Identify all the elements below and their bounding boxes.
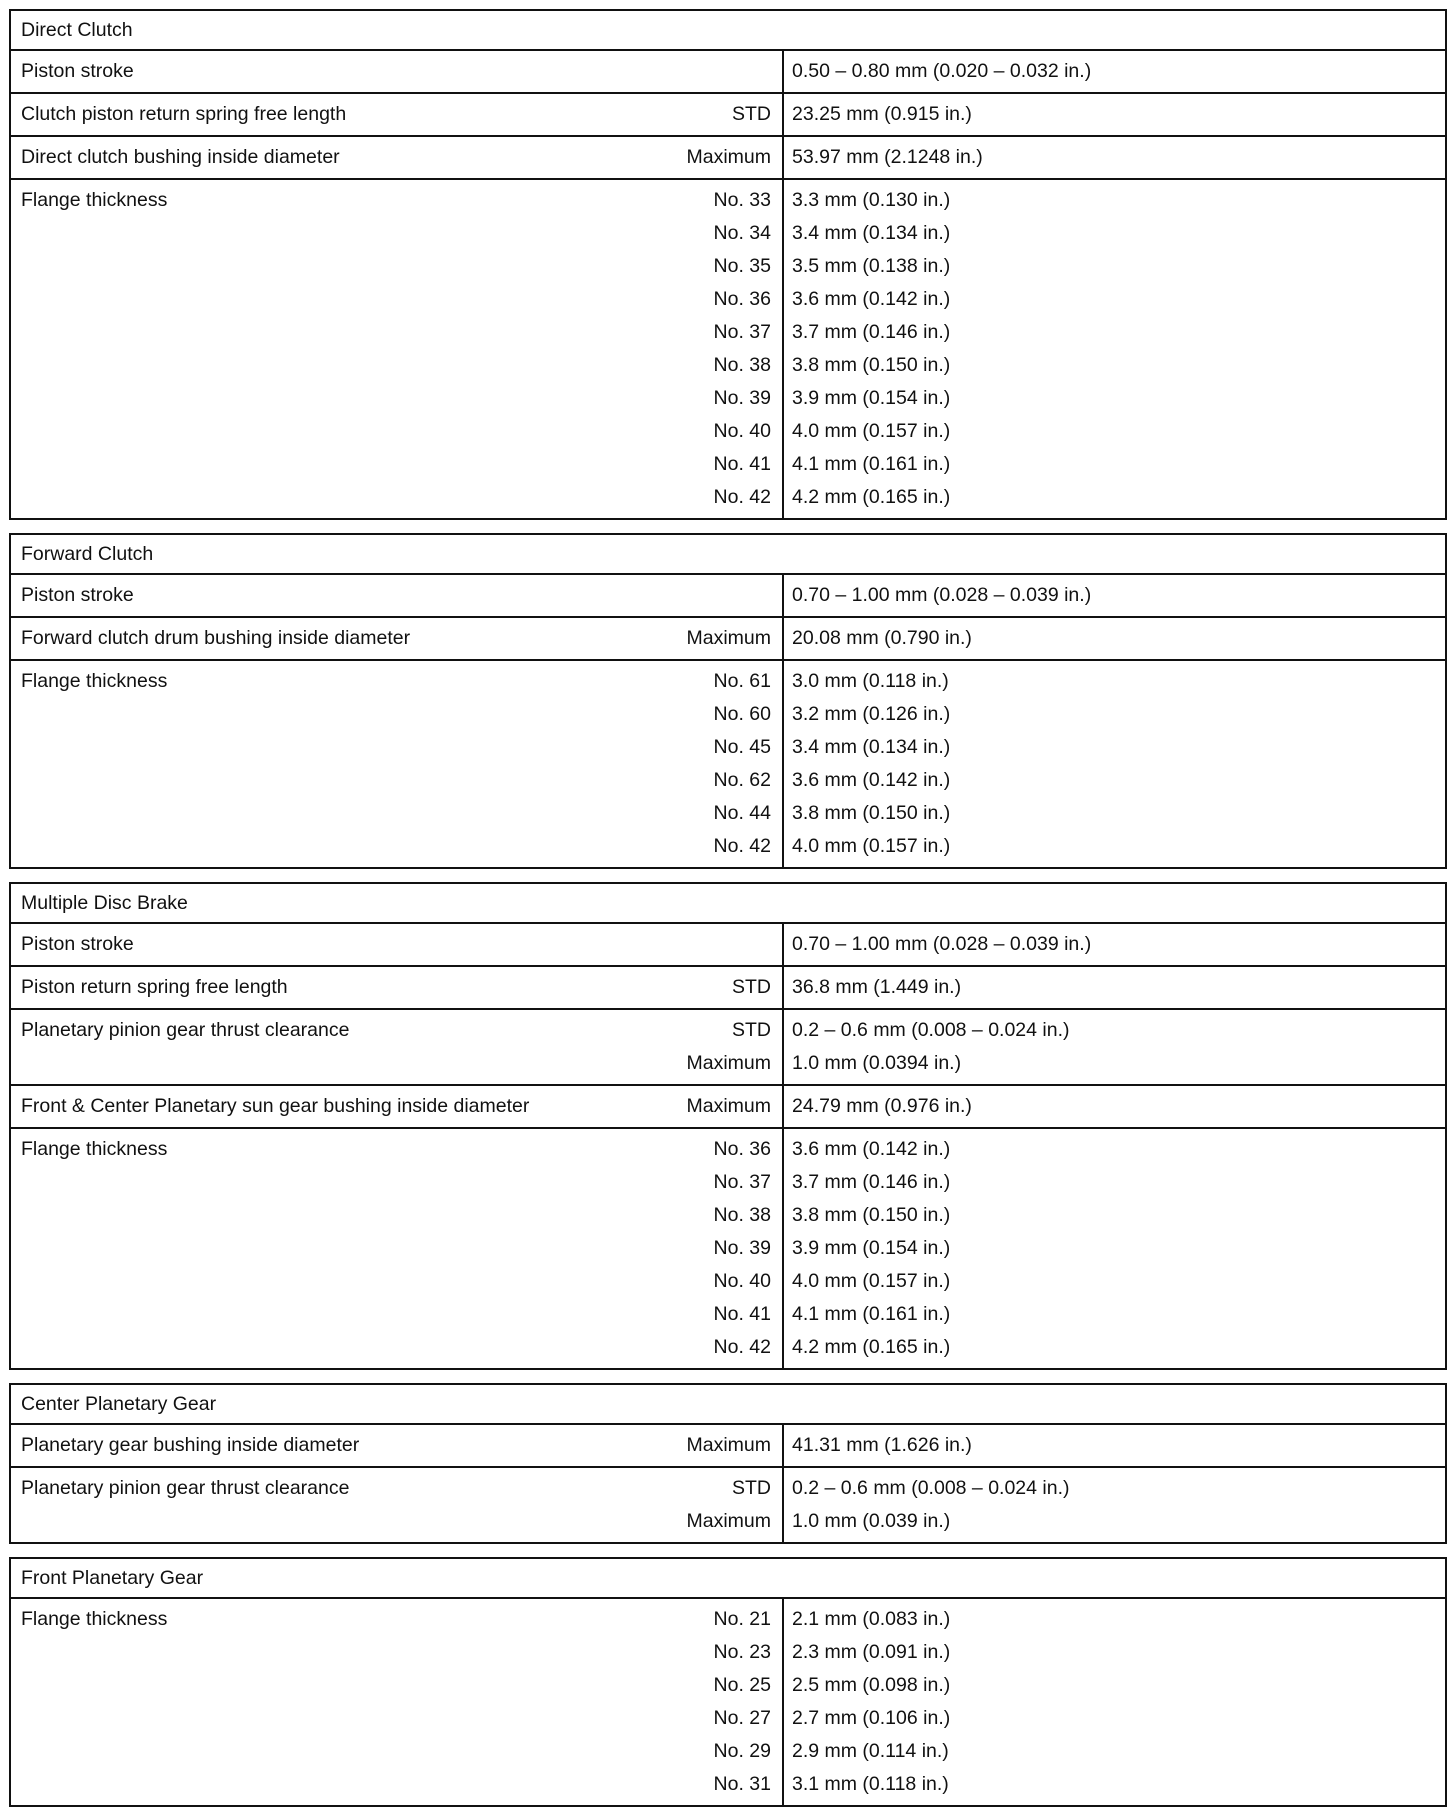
spec-label-cell xyxy=(11,1086,784,1127)
spec-qualifier: No. 37 xyxy=(713,321,771,343)
spec-qualifier: No. 40 xyxy=(713,1270,771,1292)
spec-value-cell xyxy=(784,1129,1445,1368)
spec-value: 20.08 mm (0.790 in.) xyxy=(792,627,972,649)
spec-qualifier: Maximum xyxy=(686,1095,771,1117)
spec-qualifiers xyxy=(714,180,782,518)
spec-qualifier: STD xyxy=(732,103,771,125)
spec-qualifier: No. 42 xyxy=(713,1336,771,1358)
spec-label: Flange thickness xyxy=(21,1608,168,1630)
spec-qualifiers xyxy=(714,661,782,867)
spec-section xyxy=(9,1383,1447,1544)
spec-qualifiers xyxy=(686,137,782,178)
spec-section xyxy=(9,533,1447,869)
spec-value: 0.70 – 1.00 mm (0.028 – 0.039 in.) xyxy=(792,584,1092,606)
spec-value-cell xyxy=(784,924,1445,965)
spec-qualifier: No. 25 xyxy=(713,1674,771,1696)
spec-value: 3.7 mm (0.146 in.) xyxy=(792,321,951,343)
spec-label: Forward clutch drum bushing inside diameter xyxy=(21,627,411,649)
spec-qualifier: No. 40 xyxy=(713,420,771,442)
spec-qualifiers xyxy=(771,924,782,965)
spec-value: 3.4 mm (0.134 in.) xyxy=(792,222,951,244)
spec-qualifier: No. 37 xyxy=(713,1171,771,1193)
spec-row xyxy=(11,659,1445,867)
spec-value: 3.6 mm (0.142 in.) xyxy=(792,769,951,791)
spec-value: 24.79 mm (0.976 in.) xyxy=(792,1095,972,1117)
spec-label-cell xyxy=(11,180,784,518)
spec-value: 0.70 – 1.00 mm (0.028 – 0.039 in.) xyxy=(792,933,1092,955)
spec-label: Flange thickness xyxy=(21,1138,168,1160)
section-title: Front Planetary Gear xyxy=(11,1559,1445,1599)
spec-value: 4.0 mm (0.157 in.) xyxy=(792,420,951,442)
spec-value: 3.1 mm (0.118 in.) xyxy=(792,1773,949,1795)
spec-label-cell xyxy=(11,51,784,92)
spec-qualifier: No. 36 xyxy=(713,1138,771,1160)
spec-qualifiers xyxy=(732,94,782,135)
spec-label: Planetary gear bushing inside diameter xyxy=(21,1434,360,1456)
section-title: Direct Clutch xyxy=(11,11,1445,51)
spec-qualifier: No. 62 xyxy=(713,769,771,791)
spec-qualifier: No. 41 xyxy=(713,1303,771,1325)
section-title: Center Planetary Gear xyxy=(11,1385,1445,1425)
spec-value: 3.9 mm (0.154 in.) xyxy=(792,1237,951,1259)
spec-value: 3.6 mm (0.142 in.) xyxy=(792,1138,951,1160)
spec-row xyxy=(11,1084,1445,1127)
spec-label: Direct clutch bushing inside diameter xyxy=(21,146,340,168)
spec-label: Piston return spring free length xyxy=(21,976,288,998)
spec-label: Piston stroke xyxy=(21,60,134,82)
spec-row xyxy=(11,51,1445,92)
spec-row xyxy=(11,92,1445,135)
spec-value: 3.9 mm (0.154 in.) xyxy=(792,387,951,409)
spec-qualifiers xyxy=(686,1086,782,1127)
spec-value: 1.0 mm (0.039 in.) xyxy=(792,1510,951,1532)
spec-qualifiers xyxy=(771,51,782,92)
spec-value: 4.2 mm (0.165 in.) xyxy=(792,1336,951,1358)
spec-qualifier: Maximum xyxy=(686,1434,771,1456)
spec-value: 3.4 mm (0.134 in.) xyxy=(792,736,951,758)
spec-value-cell xyxy=(784,51,1445,92)
spec-qualifier: No. 36 xyxy=(713,288,771,310)
spec-value: 0.50 – 0.80 mm (0.020 – 0.032 in.) xyxy=(792,60,1092,82)
spec-label: Planetary pinion gear thrust clearance xyxy=(21,1019,350,1041)
spec-row xyxy=(11,965,1445,1008)
spec-label-cell xyxy=(11,924,784,965)
spec-value-cell xyxy=(784,618,1445,659)
spec-value-cell xyxy=(784,661,1445,867)
spec-row xyxy=(11,575,1445,616)
spec-value: 3.3 mm (0.130 in.) xyxy=(792,189,951,211)
spec-label-cell xyxy=(11,967,784,1008)
spec-row xyxy=(11,924,1445,965)
spec-qualifier: No. 27 xyxy=(713,1707,771,1729)
spec-qualifier: No. 44 xyxy=(713,802,771,824)
spec-qualifier: No. 42 xyxy=(713,486,771,508)
spec-qualifier: No. 33 xyxy=(713,189,771,211)
spec-qualifier: No. 38 xyxy=(713,354,771,376)
spec-value: 4.1 mm (0.161 in.) xyxy=(792,453,951,475)
spec-section xyxy=(9,882,1447,1370)
spec-row xyxy=(11,178,1445,518)
spec-label-cell xyxy=(11,1010,784,1084)
spec-label: Piston stroke xyxy=(21,933,134,955)
spec-value-cell xyxy=(784,1599,1445,1805)
spec-label-cell xyxy=(11,1129,784,1368)
spec-value: 3.6 mm (0.142 in.) xyxy=(792,288,951,310)
spec-row xyxy=(11,135,1445,178)
spec-value-cell xyxy=(784,1468,1445,1542)
spec-label-cell xyxy=(11,575,784,616)
spec-value: 3.8 mm (0.150 in.) xyxy=(792,802,951,824)
spec-label-cell xyxy=(11,94,784,135)
spec-qualifier: No. 35 xyxy=(713,255,771,277)
section-title: Forward Clutch xyxy=(11,535,1445,575)
spec-qualifiers xyxy=(686,618,782,659)
spec-value: 3.2 mm (0.126 in.) xyxy=(792,703,951,725)
spec-qualifier: STD xyxy=(732,1477,771,1499)
spec-value: 4.2 mm (0.165 in.) xyxy=(792,486,951,508)
spec-qualifier: No. 42 xyxy=(713,835,771,857)
spec-label: Clutch piston return spring free length xyxy=(21,103,347,125)
spec-value: 0.2 – 0.6 mm (0.008 – 0.024 in.) xyxy=(792,1019,1070,1041)
section-title: Multiple Disc Brake xyxy=(11,884,1445,924)
spec-row xyxy=(11,1127,1445,1368)
spec-value: 36.8 mm (1.449 in.) xyxy=(792,976,962,998)
spec-value: 3.0 mm (0.118 in.) xyxy=(792,670,949,692)
spec-value-cell xyxy=(784,967,1445,1008)
spec-value: 3.5 mm (0.138 in.) xyxy=(792,255,951,277)
spec-qualifier: Maximum xyxy=(686,1510,771,1532)
spec-value: 53.97 mm (2.1248 in.) xyxy=(792,146,983,168)
spec-value-cell xyxy=(784,1425,1445,1466)
spec-qualifiers xyxy=(714,1599,782,1805)
spec-label-cell xyxy=(11,137,784,178)
spec-qualifier: Maximum xyxy=(686,146,771,168)
spec-value: 4.1 mm (0.161 in.) xyxy=(792,1303,951,1325)
spec-value: 2.7 mm (0.106 in.) xyxy=(792,1707,951,1729)
spec-qualifier: No. 41 xyxy=(713,453,771,475)
spec-row xyxy=(11,616,1445,659)
spec-label-cell xyxy=(11,661,784,867)
spec-value-cell xyxy=(784,180,1445,518)
spec-label: Planetary pinion gear thrust clearance xyxy=(21,1477,350,1499)
spec-value: 2.9 mm (0.114 in.) xyxy=(792,1740,949,1762)
spec-row xyxy=(11,1599,1445,1805)
spec-value: 4.0 mm (0.157 in.) xyxy=(792,835,951,857)
spec-qualifiers xyxy=(686,1468,782,1542)
spec-value-cell xyxy=(784,94,1445,135)
spec-section xyxy=(9,9,1447,520)
spec-value: 1.0 mm (0.0394 in.) xyxy=(792,1052,962,1074)
spec-value: 3.8 mm (0.150 in.) xyxy=(792,354,951,376)
spec-value: 41.31 mm (1.626 in.) xyxy=(792,1434,972,1456)
spec-value: 3.7 mm (0.146 in.) xyxy=(792,1171,951,1193)
spec-qualifier: Maximum xyxy=(686,627,771,649)
spec-value: 2.1 mm (0.083 in.) xyxy=(792,1608,951,1630)
spec-qualifier: No. 23 xyxy=(713,1641,771,1663)
spec-qualifier: No. 38 xyxy=(713,1204,771,1226)
spec-sheet xyxy=(9,9,1447,1820)
spec-qualifier: Maximum xyxy=(686,1052,771,1074)
spec-qualifier: No. 31 xyxy=(713,1773,771,1795)
spec-value-cell xyxy=(784,1010,1445,1084)
spec-value: 4.0 mm (0.157 in.) xyxy=(792,1270,951,1292)
spec-label: Flange thickness xyxy=(21,189,168,211)
spec-qualifier: No. 45 xyxy=(713,736,771,758)
spec-value-cell xyxy=(784,137,1445,178)
spec-qualifier: No. 39 xyxy=(713,387,771,409)
spec-label-cell xyxy=(11,618,784,659)
spec-qualifier: No. 60 xyxy=(713,703,771,725)
spec-label-cell xyxy=(11,1425,784,1466)
spec-qualifiers xyxy=(714,1129,782,1368)
spec-value: 3.8 mm (0.150 in.) xyxy=(792,1204,951,1226)
spec-qualifier: No. 21 xyxy=(713,1608,771,1630)
spec-value-cell xyxy=(784,575,1445,616)
spec-qualifiers xyxy=(732,967,782,1008)
spec-row xyxy=(11,1008,1445,1084)
spec-value: 23.25 mm (0.915 in.) xyxy=(792,103,972,125)
spec-value: 0.2 – 0.6 mm (0.008 – 0.024 in.) xyxy=(792,1477,1070,1499)
spec-value: 2.5 mm (0.098 in.) xyxy=(792,1674,951,1696)
spec-qualifier: STD xyxy=(732,1019,771,1041)
spec-qualifier: No. 34 xyxy=(713,222,771,244)
spec-qualifier: STD xyxy=(732,976,771,998)
spec-qualifier: No. 29 xyxy=(713,1740,771,1762)
spec-section xyxy=(9,1557,1447,1807)
spec-qualifier: No. 39 xyxy=(713,1237,771,1259)
spec-label-cell xyxy=(11,1599,784,1805)
spec-label: Front & Center Planetary sun gear bushing inside diameter xyxy=(21,1095,530,1117)
spec-label: Flange thickness xyxy=(21,670,168,692)
spec-value-cell xyxy=(784,1086,1445,1127)
spec-qualifiers xyxy=(686,1010,782,1084)
spec-value: 2.3 mm (0.091 in.) xyxy=(792,1641,951,1663)
spec-qualifier: No. 61 xyxy=(713,670,771,692)
spec-label: Piston stroke xyxy=(21,584,134,606)
spec-label-cell xyxy=(11,1468,784,1542)
spec-qualifiers xyxy=(686,1425,782,1466)
spec-row xyxy=(11,1425,1445,1466)
spec-row xyxy=(11,1466,1445,1542)
spec-qualifiers xyxy=(771,575,782,616)
